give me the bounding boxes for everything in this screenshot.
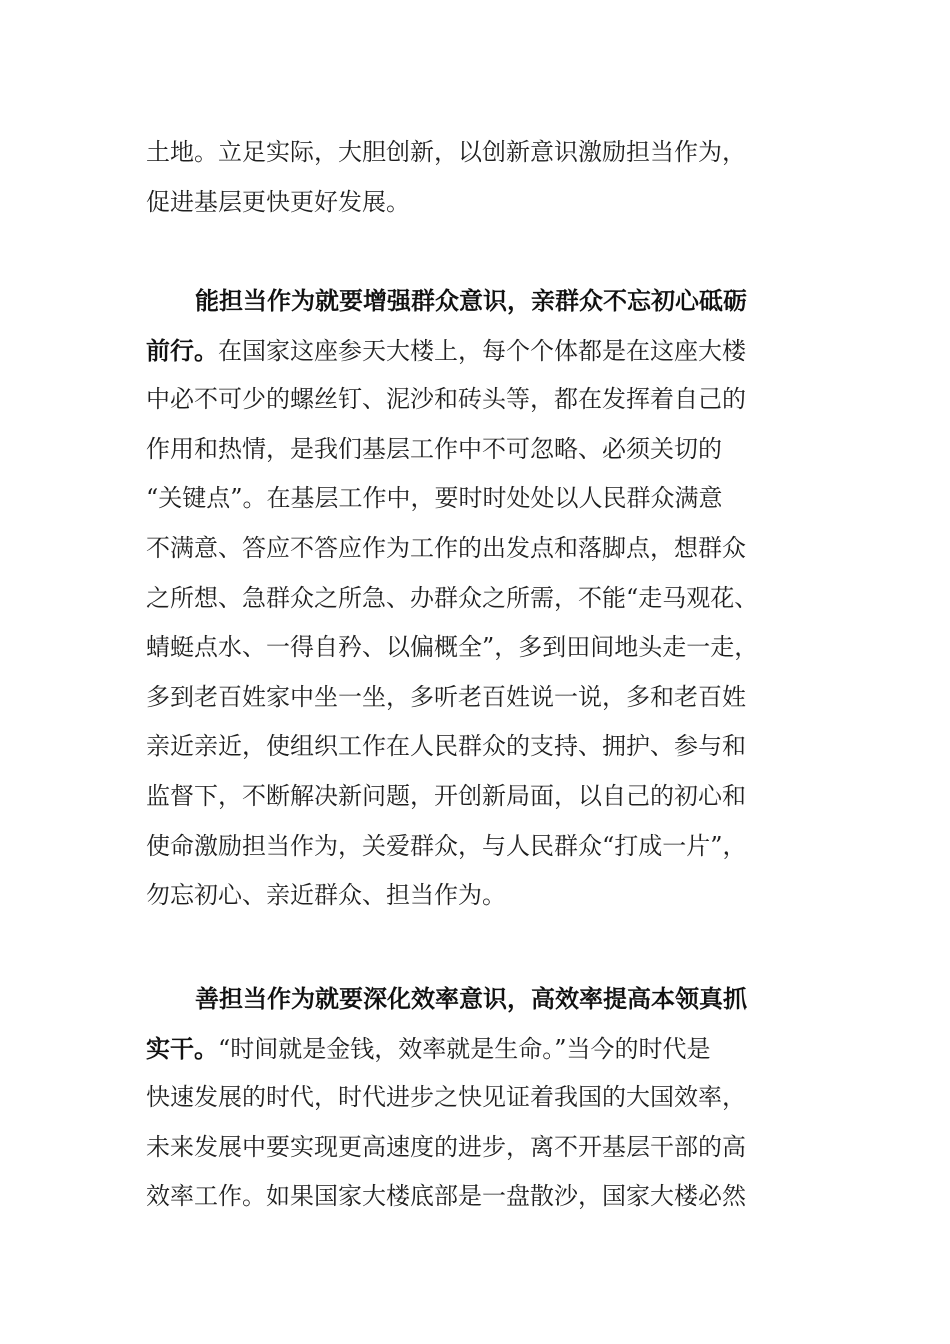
text-line: 促进基层更快更好发展。: [146, 187, 410, 216]
text-line: 作用和热情，是我们基层工作中不可忽略、必须关切的: [146, 434, 722, 463]
text-line: 土地。立足实际，大胆创新，以创新意识激励担当作为，: [146, 138, 746, 166]
text-line: 中必不可少的螺丝钉、泥沙和砖头等，都在发挥着自己的: [146, 385, 746, 414]
text-line: 监督下，不断解决新问题，开创新局面，以自己的初心和: [146, 781, 746, 810]
paragraph-heading: 能担当作为就要增强群众意识，亲群众不忘初心砥砺: [195, 286, 747, 315]
text-line: 快速发展的时代，时代进步之快见证着我国的大国效率，: [146, 1083, 746, 1112]
paragraph-heading-end: 前行。: [146, 335, 218, 365]
paragraph-3: [146, 974, 806, 1222]
paragraph-heading: 善担当作为就要深化效率意识，高效率提高本领真抓: [195, 984, 747, 1013]
text-line-rest: 在国家这座参天大楼上，每个个体都是在这座大楼: [218, 336, 746, 365]
text-line: [146, 326, 806, 376]
text-line: 勿忘初心、亲近群众、担当作为。: [146, 881, 506, 910]
text-line: 之所想、急群众之所急、办群众之所需，不能“走马观花、: [146, 583, 759, 612]
text-line: 蜻蜓点水、一得自矜、以偏概全”，多到田间地头走一走，: [146, 633, 759, 662]
text-line: 效率工作。如果国家大楼底部是一盘散沙，国家大楼必然: [146, 1182, 746, 1211]
paragraph-2: [146, 276, 806, 921]
text-line: 不满意、答应不答应作为工作的出发点和落脚点，想群众: [146, 533, 746, 562]
paragraph-heading-end: 实干。: [146, 1033, 218, 1063]
paragraph-1: [146, 128, 806, 227]
text-line: 未来发展中要实现更高速度的进步，离不开基层干部的高: [146, 1132, 746, 1161]
text-line: 多到老百姓家中坐一坐，多听老百姓说一说，多和老百姓: [146, 682, 746, 711]
text-line: [146, 1024, 806, 1074]
text-line: 亲近亲近，使组织工作在人民群众的支持、拥护、参与和: [146, 732, 746, 761]
text-line: 使命激励担当作为，关爱群众，与人民群众“打成一片”，: [146, 831, 747, 860]
text-line: “关键点”。在基层工作中，要时时处处以人民群众满意: [146, 484, 723, 513]
text-line-rest: “时间就是金钱，效率就是生命。”当今的时代是: [218, 1034, 711, 1063]
